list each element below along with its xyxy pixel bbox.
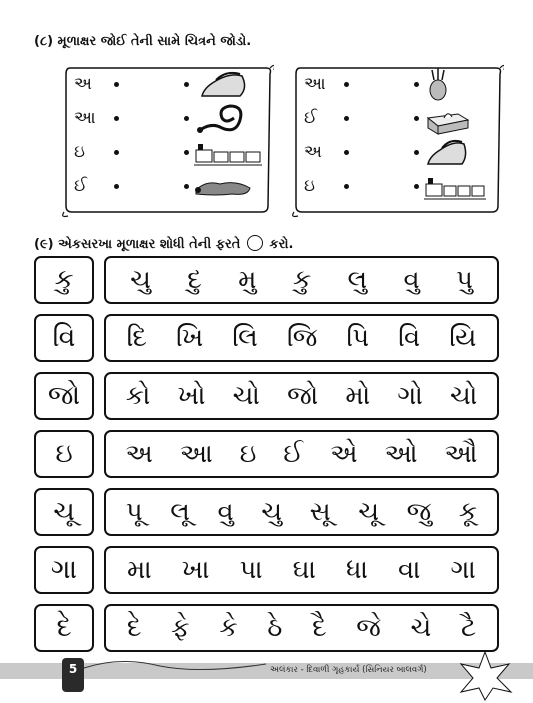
- option-letter[interactable]: ખો: [177, 380, 206, 411]
- connect-dot[interactable]: [184, 150, 189, 155]
- option-letter[interactable]: પુ: [455, 264, 473, 295]
- option-letter[interactable]: મા: [126, 554, 152, 585]
- exercise-row: [34, 430, 499, 480]
- letter: અ: [74, 74, 92, 94]
- option-letter[interactable]: કુ: [292, 264, 312, 295]
- key-letter-box: ચૂ: [34, 488, 94, 536]
- option-letter[interactable]: જુ: [406, 496, 432, 527]
- options-box: [104, 488, 499, 536]
- snake-icon: [192, 102, 252, 136]
- exercise-row: [34, 256, 499, 306]
- option-letter[interactable]: ચો: [450, 380, 478, 411]
- letter: આ: [304, 74, 326, 94]
- option-letter[interactable]: ચે: [410, 612, 432, 643]
- option-letter[interactable]: જે: [356, 612, 381, 643]
- cable-line-icon: [80, 654, 270, 674]
- connect-dot[interactable]: [344, 116, 349, 121]
- options-box: [104, 256, 499, 304]
- connect-dot[interactable]: [414, 116, 419, 121]
- connect-dot[interactable]: [114, 82, 119, 87]
- match-row: [62, 174, 274, 204]
- letter: ઈ: [304, 108, 318, 128]
- exercise-row: [34, 488, 499, 538]
- option-letter[interactable]: ધા: [346, 554, 368, 585]
- option-letter[interactable]: ઠે: [267, 612, 283, 643]
- option-letter[interactable]: લૂ: [170, 496, 190, 527]
- matching-panel-right: [292, 62, 504, 218]
- exercise-row: [34, 372, 499, 422]
- option-letter[interactable]: લુ: [347, 264, 368, 295]
- option-letter[interactable]: દૈ: [312, 612, 327, 643]
- exercise-row: [34, 604, 499, 654]
- option-letter[interactable]: આ: [179, 438, 213, 469]
- connect-dot[interactable]: [184, 184, 189, 189]
- star-burst-icon: [455, 650, 515, 702]
- option-letter[interactable]: મુ: [238, 264, 257, 295]
- option-letter[interactable]: ટૈ: [461, 612, 477, 643]
- connect-dot[interactable]: [414, 184, 419, 189]
- match-row: [292, 140, 504, 170]
- option-letter[interactable]: વિ: [398, 322, 421, 353]
- letter: ઇ: [304, 176, 315, 196]
- option-letter[interactable]: ઔ: [444, 438, 478, 469]
- option-letter[interactable]: કો: [125, 380, 151, 411]
- option-letter[interactable]: લિ: [232, 322, 258, 353]
- connect-dot[interactable]: [184, 116, 189, 121]
- connect-dot[interactable]: [114, 150, 119, 155]
- option-letter[interactable]: કૂ: [458, 496, 478, 527]
- train-icon: [422, 170, 488, 204]
- exercise-row: [34, 546, 499, 596]
- option-letter[interactable]: ફે: [171, 612, 190, 643]
- option-letter[interactable]: વુ: [217, 496, 234, 527]
- connect-dot[interactable]: [344, 82, 349, 87]
- connect-dot[interactable]: [344, 150, 349, 155]
- match-row: [292, 174, 504, 204]
- options-box: [104, 372, 499, 420]
- heading-text: કરો.: [269, 237, 294, 252]
- letter: ઇ: [74, 142, 85, 162]
- train-icon: [192, 136, 264, 170]
- options-box: [104, 546, 499, 594]
- option-letter[interactable]: યિ: [449, 322, 477, 353]
- match-row: [292, 106, 504, 136]
- options-box: [104, 604, 499, 652]
- connect-dot[interactable]: [414, 82, 419, 87]
- caterpillar-icon: [192, 170, 256, 204]
- pineapple-icon: [422, 68, 462, 102]
- option-letter[interactable]: ગો: [397, 380, 423, 411]
- option-letter[interactable]: પિ: [346, 322, 370, 353]
- option-letter[interactable]: ઘા: [292, 554, 317, 585]
- option-letter[interactable]: સૂ: [309, 496, 331, 527]
- option-letter[interactable]: ખા: [181, 554, 210, 585]
- option-letter[interactable]: એ: [330, 438, 358, 469]
- option-letter[interactable]: વા: [397, 554, 421, 585]
- key-letter-box: કુ: [34, 256, 94, 304]
- exercise-row: [34, 314, 499, 364]
- key-letter-box: જો: [34, 372, 94, 420]
- key-letter-box: દે: [34, 604, 94, 652]
- key-letter-box: ઇ: [34, 430, 94, 478]
- option-letter[interactable]: ઇ: [239, 438, 257, 469]
- option-letter[interactable]: દિ: [126, 322, 147, 353]
- connect-dot[interactable]: [184, 82, 189, 87]
- option-letter[interactable]: પૂ: [125, 496, 143, 527]
- connect-dot[interactable]: [114, 116, 119, 121]
- match-row: [62, 72, 274, 102]
- option-letter[interactable]: ઈ: [283, 438, 304, 469]
- iron-icon: [422, 136, 472, 170]
- footer-text: અલંકાર - દિવાળી ગૃહકાર્ય (સિનિયર બાલવર્ગ): [270, 665, 427, 675]
- page-number-badge: 5: [62, 658, 84, 692]
- section-8-heading: (૮) મૂળાક્ષર જોઈ તેની સામે ચિત્રને જોડો.: [34, 34, 252, 49]
- key-letter-box: વિ: [34, 314, 94, 362]
- tissue-box-icon: [422, 102, 472, 136]
- option-letter[interactable]: ચુ: [261, 496, 283, 527]
- option-letter[interactable]: કે: [219, 612, 238, 643]
- option-letter[interactable]: દુ: [187, 264, 202, 295]
- option-letter[interactable]: અ: [125, 438, 153, 469]
- letter: ઈ: [74, 176, 88, 196]
- connect-dot[interactable]: [344, 184, 349, 189]
- option-letter[interactable]: ચો: [232, 380, 260, 411]
- connect-dot[interactable]: [114, 184, 119, 189]
- option-letter[interactable]: ખિ: [175, 322, 204, 353]
- option-letter[interactable]: પા: [239, 554, 263, 585]
- match-row: [292, 72, 504, 102]
- options-box: [104, 430, 499, 478]
- option-letter[interactable]: મો: [345, 380, 371, 411]
- heading-text: (૯) એકસરખા મૂળાક્ષર શોધી તેની ફરતે: [34, 237, 241, 252]
- option-letter[interactable]: ઓ: [384, 438, 418, 469]
- matching-panel-left: [62, 62, 274, 218]
- option-letter[interactable]: જિ: [286, 322, 318, 353]
- option-letter[interactable]: ગા: [450, 554, 476, 585]
- letter: આ: [74, 108, 96, 128]
- iron-icon: [192, 68, 252, 102]
- key-letter-box: ગા: [34, 546, 94, 594]
- match-row: [62, 106, 274, 136]
- letter: અ: [304, 142, 322, 162]
- section-9-heading: [34, 235, 293, 252]
- connect-dot[interactable]: [414, 150, 419, 155]
- match-row: [62, 140, 274, 170]
- option-letter[interactable]: વુ: [403, 264, 420, 295]
- options-box: [104, 314, 499, 362]
- option-letter[interactable]: ચુ: [130, 264, 151, 295]
- option-letter[interactable]: જો: [287, 380, 319, 411]
- circle-icon: [247, 235, 263, 251]
- option-letter[interactable]: ચૂ: [358, 496, 380, 527]
- option-letter[interactable]: દે: [126, 612, 142, 643]
